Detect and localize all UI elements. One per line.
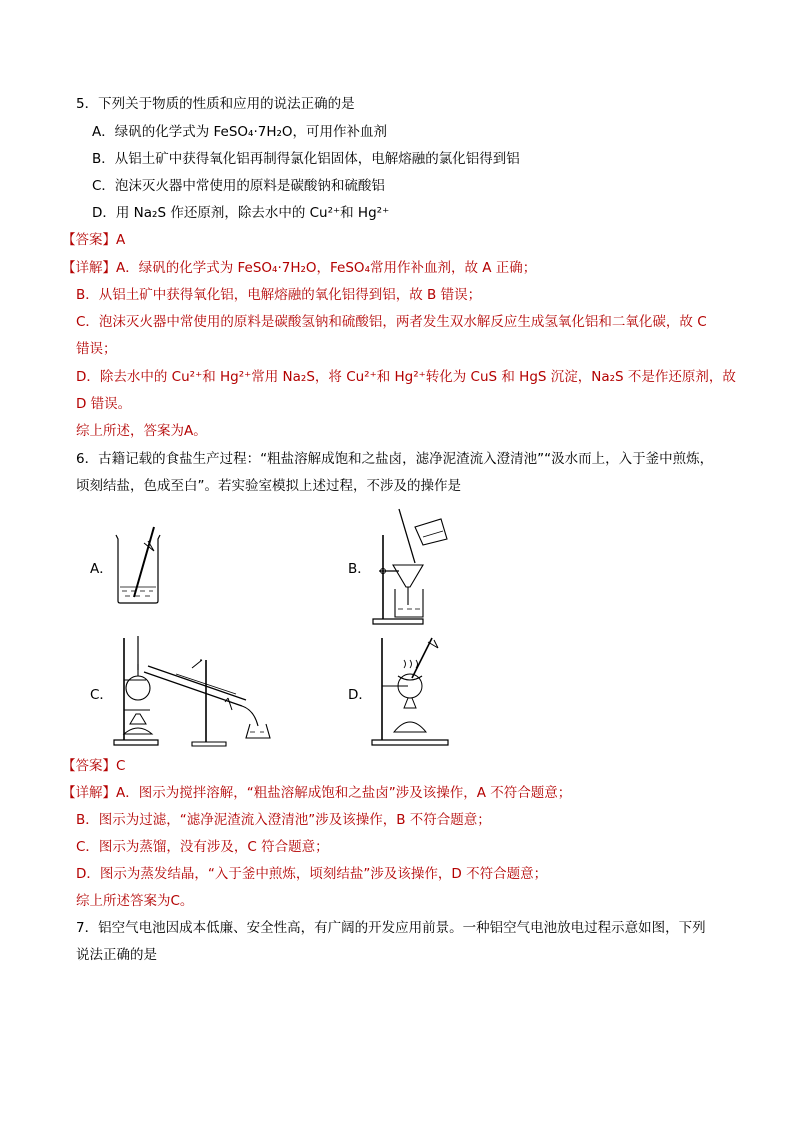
q5-option-d: D．用 Na₂S 作还原剂，除去水中的 Cu²⁺和 Hg²⁺ — [92, 205, 390, 221]
distillation-figure — [110, 630, 285, 748]
detail-label: 【详解】 — [62, 785, 116, 801]
detail-label: 【详解】 — [62, 260, 116, 276]
q5-stem: 5．下列关于物质的性质和应用的说法正确的是 — [76, 96, 355, 112]
q7-stem-line-2: 说法正确的是 — [76, 947, 157, 963]
q5-detail-line-3: C．泡沫灭火器中常使用的原料是碳酸氢钠和硫酸铝，两者发生双水解反应生成氢氧化铝和二氧化碳，故 C — [76, 314, 707, 330]
q5-option-c: C．泡沫灭火器中常使用的原料是碳酸钠和硫酸铝 — [92, 178, 385, 194]
answer-value: A — [116, 232, 126, 248]
evaporation-figure — [368, 632, 453, 748]
q6-detail-line-1 — [62, 783, 571, 803]
q6-detail-line-4: D．图示为蒸发结晶，“入于釜中煎炼，顷刻结盐”涉及该操作，D 不符合题意； — [76, 866, 548, 882]
q5-summary: 综上所述，答案为A。 — [76, 423, 207, 439]
stirring-beaker-figure — [110, 525, 170, 607]
fig-label-b: B． — [348, 561, 371, 577]
answer-label: 【答案】 — [62, 232, 116, 248]
q5-detail-line-4: 错误； — [76, 341, 117, 357]
q6-detail-line-2: B．图示为过滤，“滤净泥渣流入澄清池”涉及该操作，B 不符合题意； — [76, 812, 491, 828]
detail-text: A．绿矾的化学式为 FeSO₄·7H₂O，FeSO₄常用作补血剂，故 A 正确； — [116, 260, 537, 276]
detail-text: A．图示为搅拌溶解，“粗盐溶解成饱和之盐卤”涉及该操作，A 不符合题意； — [116, 785, 572, 801]
answer-value: C — [116, 758, 126, 774]
q7-stem-line-1: 7．铝空气电池因成本低廉、安全性高，有广阔的开发应用前景。一种铝空气电池放电过程示意如图，下列 — [76, 920, 706, 936]
q5-option-b: B．从铝土矿中获得氧化铝再制得氯化铝固体，电解熔融的氯化铝得到铝 — [92, 151, 520, 167]
q5-detail-line-2: B．从铝土矿中获得氧化铝，电解熔融的氧化铝得到铝，故 B 错误； — [76, 287, 482, 303]
q5-detail-line-1 — [62, 258, 536, 278]
q6-detail-line-3: C．图示为蒸馏，没有涉及，C 符合题意； — [76, 839, 329, 855]
q5-detail-line-5: D．除去水中的 Cu²⁺和 Hg²⁺常用 Na₂S，将 Cu²⁺和 Hg²⁺转化为 CuS 和 HgS 沉淀，Na₂S 不是作还原剂，故 — [76, 369, 736, 385]
q6-stem-line-2: 顷刻结盐，色成至白”。若实验室模拟上述过程，不涉及的操作是 — [76, 478, 461, 494]
fig-label-d: D． — [348, 687, 372, 703]
q6-stem-line-1: 6．古籍记载的食盐生产过程：“粗盐溶解成饱和之盐卤，滤净泥渣流入澄清池”“汲水而上，入于釜中煎炼， — [76, 451, 714, 467]
filtration-figure — [365, 505, 455, 627]
q5-detail-line-6: D 错误。 — [76, 396, 132, 412]
answer-label: 【答案】 — [62, 758, 116, 774]
q6-answer — [62, 756, 125, 776]
q6-summary: 综上所述答案为C。 — [76, 893, 194, 909]
fig-label-a: A． — [90, 561, 113, 577]
q5-option-a: A．绿矾的化学式为 FeSO₄·7H₂O，可用作补血剂 — [92, 124, 388, 140]
fig-label-c: C． — [90, 687, 113, 703]
q5-answer — [62, 230, 125, 250]
